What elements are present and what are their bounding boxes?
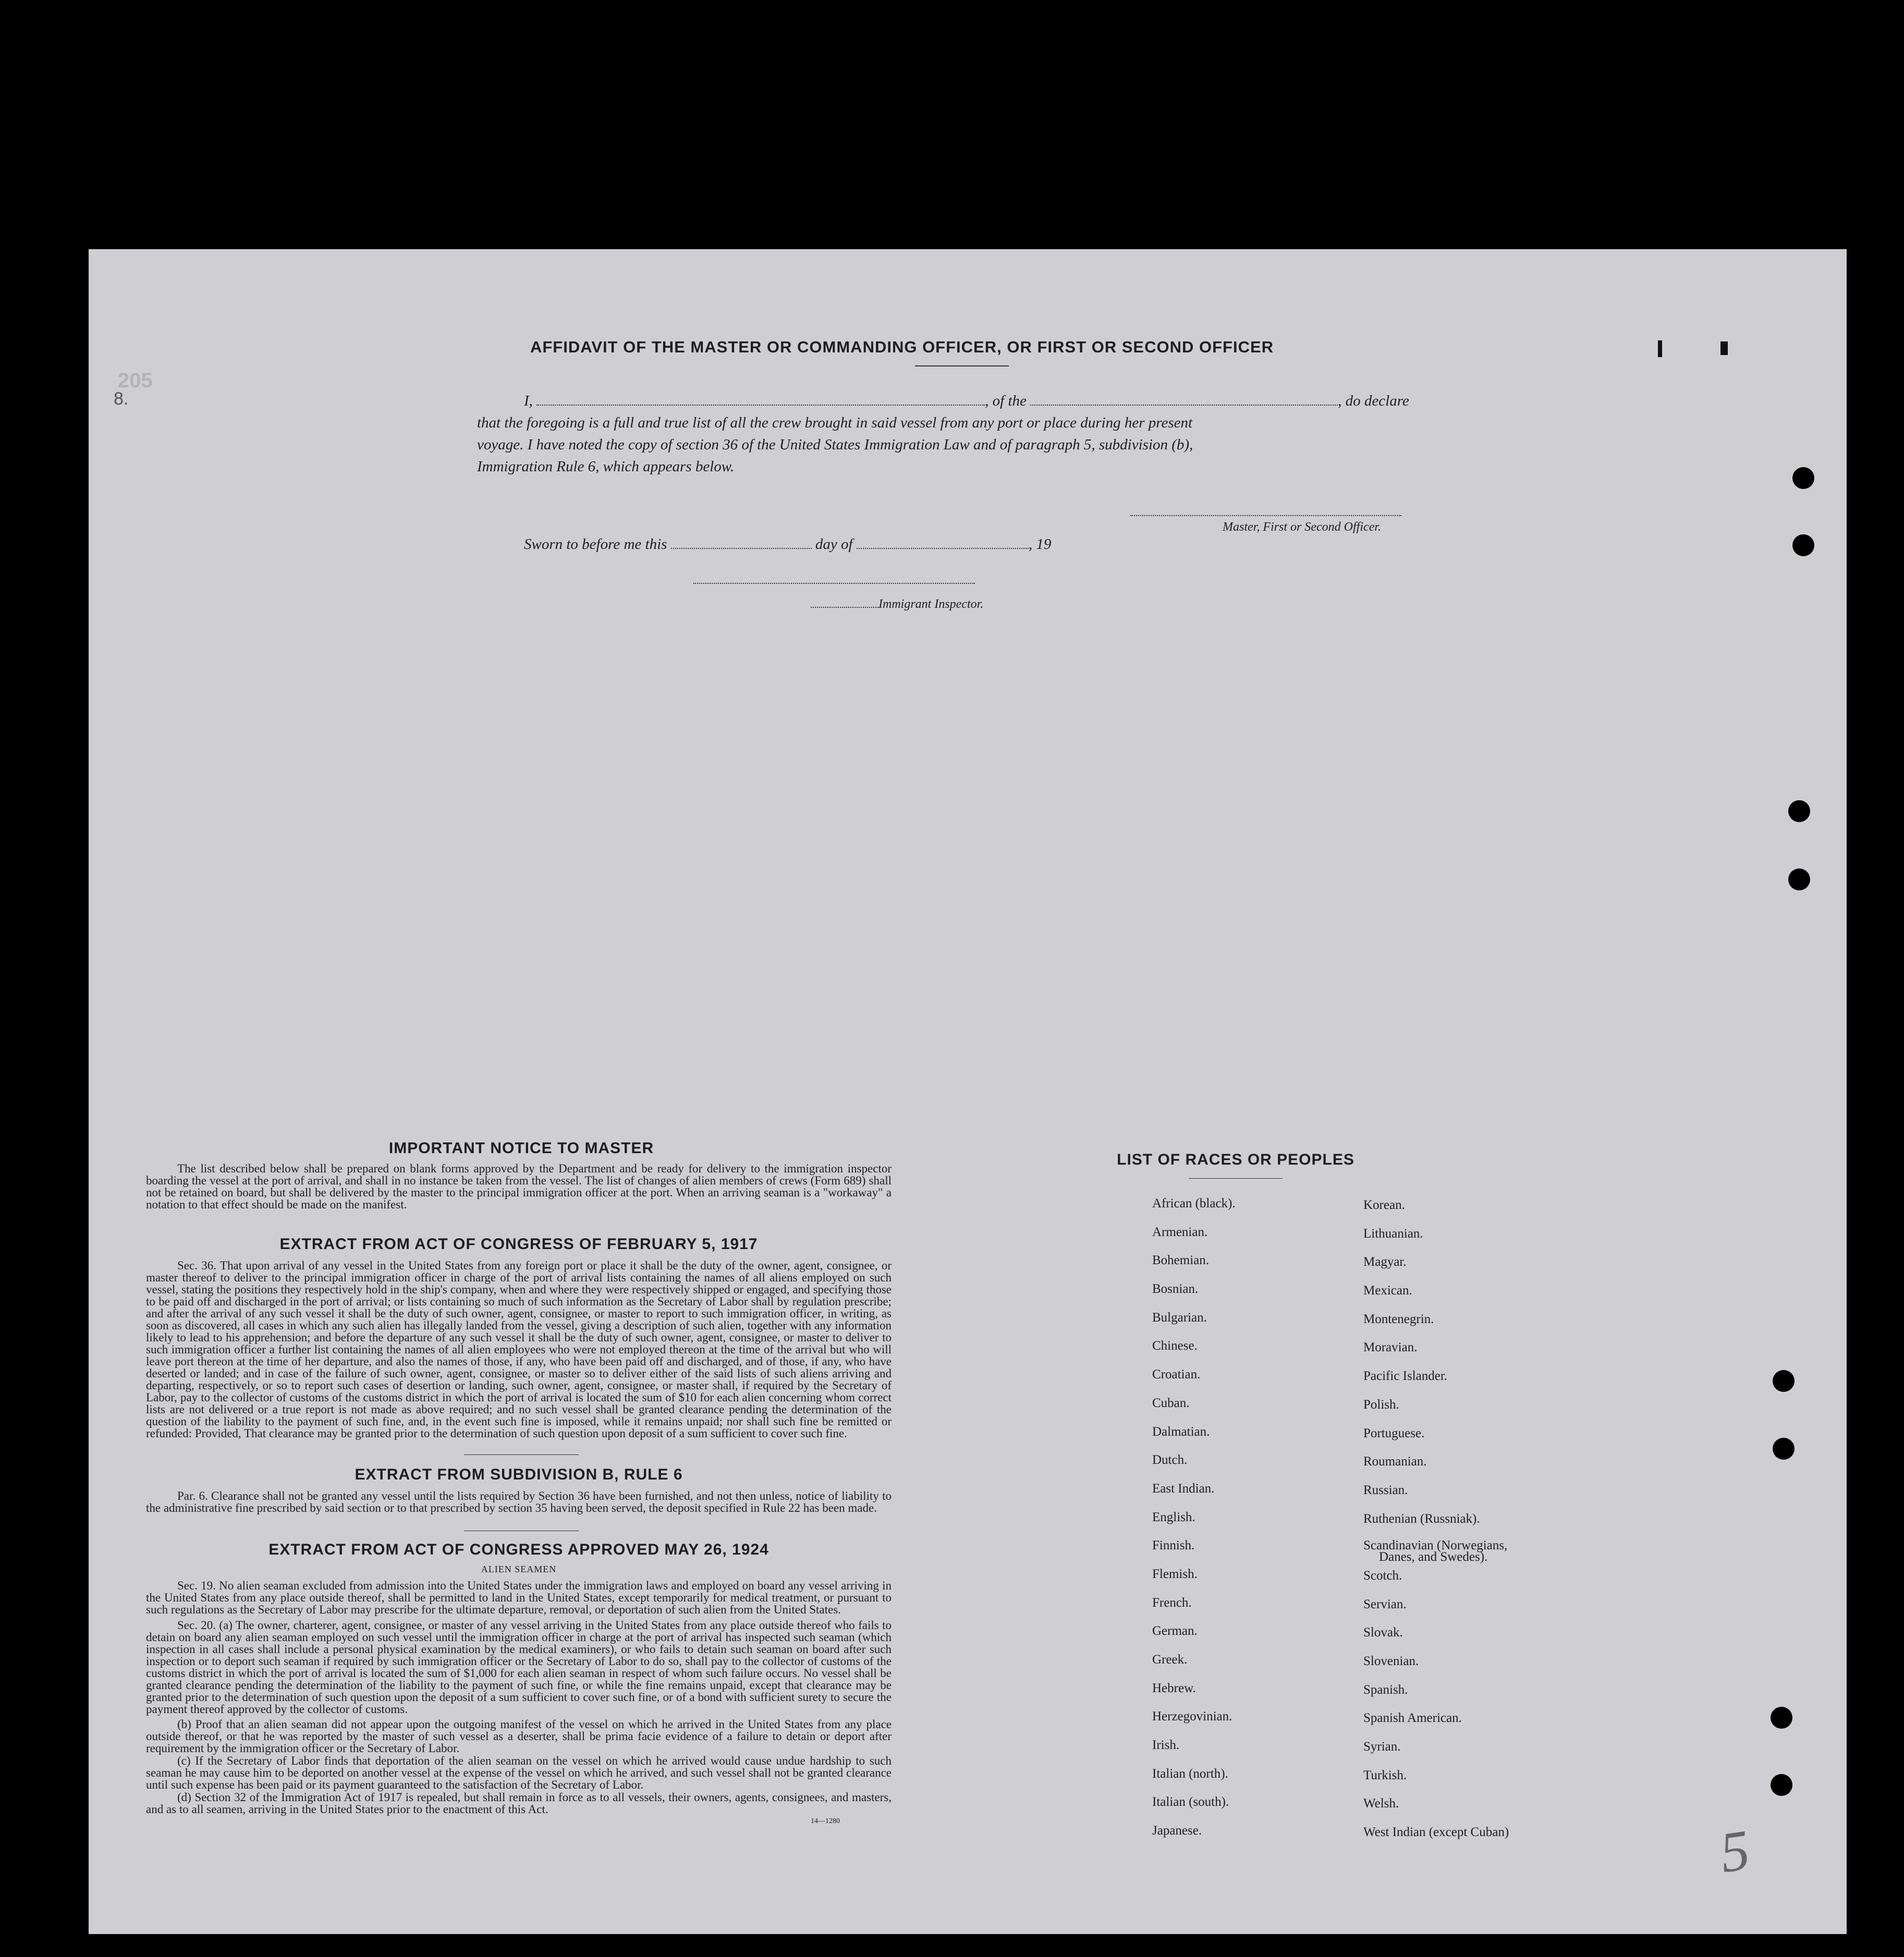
- extract-1924-title: EXTRACT FROM ACT OF CONGRESS APPROVED MAY 26, 1924: [268, 1541, 769, 1558]
- notice-body: The list described below shall be prepared on blank forms approved by the Department and be ready for delivery to the immigration inspector boarding the vessel at the port of arrival, and shall in no instance be taken from the vessel. The list of changes of alien members of crews (Form 689) shall not be retained on board, but shall be delivered by the master to the principal immigration officer at the port. When an arriving seaman is a "workaway" a notation to that effect should be made on the manifest.: [146, 1162, 892, 1211]
- race-item: African (black).: [1152, 1196, 1236, 1210]
- race-item: Bulgarian.: [1152, 1310, 1207, 1325]
- race-item: Servian.: [1363, 1597, 1407, 1611]
- inspector-label: Immigrant Inspector.: [811, 597, 983, 611]
- punch-hole: [1773, 1438, 1795, 1460]
- race-item: Italian (north).: [1152, 1766, 1228, 1781]
- race-item: Greek.: [1152, 1653, 1188, 1667]
- race-item: Cuban.: [1152, 1396, 1190, 1410]
- race-item: Irish.: [1152, 1738, 1180, 1753]
- race-item: Roumanian.: [1363, 1454, 1427, 1469]
- punch-hole: [1773, 1370, 1795, 1392]
- punch-hole: [1788, 800, 1810, 822]
- race-item: Magyar.: [1363, 1255, 1407, 1269]
- punch-hole: [1792, 534, 1814, 556]
- race-item: Russian.: [1363, 1483, 1408, 1497]
- page-stamp: 205: [118, 369, 153, 392]
- race-item: German.: [1152, 1624, 1198, 1638]
- race-item: Japanese.: [1152, 1824, 1202, 1838]
- race-item: Welsh.: [1363, 1796, 1399, 1811]
- section-divider-1: [464, 1454, 579, 1455]
- race-item: English.: [1152, 1510, 1195, 1524]
- manifest-page: [89, 249, 1847, 1934]
- sec20d-body: (d) Section 32 of the Immigration Act of 1917 is repealed, but shall remain in force as to all vessels, their owners, agents, consignees, and masters, and as to all seamen, arriving in the United States prior to the enactment of this Act.: [146, 1791, 892, 1816]
- notice-title: IMPORTANT NOTICE TO MASTER: [388, 1140, 654, 1157]
- rule6-title: EXTRACT FROM SUBDIVISION B, RULE 6: [355, 1466, 683, 1483]
- race-item: Slovak.: [1363, 1625, 1403, 1640]
- race-item: Chinese.: [1152, 1339, 1198, 1353]
- races-column-2: [1363, 1198, 1603, 1854]
- race-item: Mexican.: [1363, 1283, 1412, 1298]
- race-item: Polish.: [1363, 1397, 1399, 1412]
- race-item: Bosnian.: [1152, 1282, 1199, 1296]
- race-item: Moravian.: [1363, 1340, 1418, 1355]
- punch-hole: [1788, 869, 1810, 890]
- alien-seamen-subtitle: ALIEN SEAMEN: [481, 1564, 557, 1574]
- races-column-1: [1152, 1196, 1350, 1852]
- master-signature-line[interactable]: [1130, 515, 1401, 516]
- name-blank[interactable]: [536, 405, 985, 406]
- race-item: Scandinavian (Norwegians, Danes, and Swedes).: [1363, 1538, 1508, 1564]
- race-item: Spanish.: [1363, 1682, 1408, 1697]
- race-item: Pacific Islander.: [1363, 1369, 1448, 1384]
- race-item: Scotch.: [1363, 1568, 1402, 1583]
- declaration-line-3: voyage. I have noted the copy of section 36 of the United States Immigration Law and of paragraph 5, subdivision (b),: [477, 436, 1193, 453]
- race-item: Korean.: [1363, 1198, 1405, 1212]
- declaration-line-2: that the foregoing is a full and true list of all the crew brought in said vessel from any port or place during her present: [477, 414, 1193, 431]
- race-item: Croatian.: [1152, 1367, 1201, 1382]
- sworn-line: Sworn to before me this day of , 19: [524, 536, 1052, 553]
- race-item: Hebrew.: [1152, 1681, 1196, 1695]
- declaration-line-4: Immigration Rule 6, which appears below.: [477, 458, 735, 475]
- race-item: Montenegrin.: [1363, 1312, 1434, 1326]
- races-title: LIST OF RACES OR PEOPLES: [1117, 1151, 1354, 1168]
- race-item: Slovenian.: [1363, 1654, 1419, 1668]
- sec20c-body: (c) If the Secretary of Labor finds that deportation of the alien seaman on the vessel on which he arrived would cause undue hardship to such seaman he may cause him to be deported on another vessel at the expense of the vessel on which he arrived, and such vessel shall not be granted clearance until such expense has been paid or its payment guaranteed to the satisfaction of the Secretary of Labor.: [146, 1754, 892, 1791]
- punch-hole: [1771, 1707, 1792, 1729]
- sec19-body: Sec. 19. No alien seaman excluded from admission into the United States under the immigration laws and employed on board any vessel arriving in the United States from any place outside thereof, shall be permitted to land in the United States, except temporarily for medical treatment, or pursuant to such regulations as the Secretary of Labor may prescribe for the ultimate departure, removal, or deportation of such alien from the United States.: [146, 1579, 892, 1616]
- affidavit-title: AFFIDAVIT OF THE MASTER OR COMMANDING OFFICER, OR FIRST OR SECOND OFFICER: [530, 338, 1274, 356]
- form-number: 14—1280: [811, 1817, 840, 1825]
- race-item: East Indian.: [1152, 1481, 1215, 1496]
- race-item: Bohemian.: [1152, 1253, 1210, 1268]
- extract-1917-title: EXTRACT FROM ACT OF CONGRESS OF FEBRUARY 5, 1917: [279, 1236, 758, 1253]
- race-item: Syrian.: [1363, 1740, 1401, 1754]
- master-signature-label: Master, First or Second Officer.: [1223, 520, 1381, 534]
- race-item: Ruthenian (Russniak).: [1363, 1511, 1480, 1526]
- title-divider: [915, 365, 1009, 366]
- ink-mark: [1658, 340, 1662, 357]
- rule6-body: Par. 6. Clearance shall not be granted any vessel until the lists required by Section 36 have been furnished, and not then unless, notice of liability to the administrative fine prescribed by said section or to that prescribed by section 35 having been served, the deposit specified in Rule 22 has been made.: [146, 1489, 892, 1514]
- sec20a-body: Sec. 20. (a) The owner, charterer, agent, consignee, or master of any vessel arriving in the United States from any place outside thereof who fails to detain on board any alien seaman employed on such vessel until the immigration officer in charge at the port of arrival has inspected such seaman (which inspection in all cases shall include a personal physical examination by the medical examiners), or who fails to detain such seaman on board after such inspection or to deport such seaman if required by such immigration officer or the Secretary of Labor to do so, shall pay to the collector of customs of the customs district in which the port of arrival is located the sum of $1,000 for each alien seaman in respect of whom such failure occurs. No vessel shall be granted clearance pending the determination of the liability to the payment of such fine, or while the fine remains unpaid, except that clearance may be granted prior to the determination of such question upon the deposit of a sum sufficient to cover such fine, or of a bond with sufficient surety to secure the payment thereof approved by the collector of customs.: [146, 1619, 892, 1716]
- race-item: West Indian (except Cuban): [1363, 1825, 1509, 1840]
- inspector-signature-line[interactable]: [693, 583, 975, 584]
- sworn-day-blank[interactable]: [671, 548, 812, 549]
- handwritten-mark: 5: [1716, 1817, 1754, 1885]
- race-item: Turkish.: [1363, 1768, 1407, 1782]
- race-item: Portuguese.: [1363, 1426, 1425, 1440]
- ink-mark: [1720, 341, 1728, 355]
- vessel-blank[interactable]: [1030, 405, 1338, 406]
- race-item: Lithuanian.: [1363, 1226, 1423, 1241]
- sec20b-body: (b) Proof that an alien seaman did not appear upon the outgoing manifest of the vessel on which he arrived in the United States from any place outside thereof, or that he was reported by the master of such vessel as a deserter, shall be prima facie evidence of a failure to detain or deport after requirement by the immigration officer or the Secretary of Labor.: [146, 1718, 892, 1755]
- sworn-month-blank[interactable]: [857, 548, 1029, 549]
- race-item: Dutch.: [1152, 1453, 1188, 1467]
- margin-note: 8.: [114, 389, 129, 409]
- races-title-divider: [1189, 1178, 1283, 1179]
- punch-hole: [1771, 1774, 1792, 1796]
- extract-1917-body: Sec. 36. That upon arrival of any vessel in the United States from any foreign port or place it shall be the duty of the owner, agent, consignee, or master thereof to deliver to the principal immigration officer in charge of the port of arrival lists containing the names of all aliens employed on such vessel, stating the positions they respectively hold in the ship's company, when and where they were respectively shipped or engaged, and specifying those to be paid off and discharged in the port of arrival; or lists containing so much of such information as the Secretary of Labor shall by regulation prescribe; and after the arrival of any such vessel it shall be the duty of such owner, agent, consignee, or master to report to such immigration officer, in writing, as soon as discovered, all cases in which any such alien has illegally landed from the vessel, giving a description of such alien, together with any information likely to lead to his apprehension; and before the departure of any such vessel it shall be the duty of such owner, agent, consignee, or master to deliver to such immigration officer a further list containing the names of all alien employees who were not employed thereon at the time of the arrival but who will leave port thereon at the time of her departure, and also the names of those, if any, who have been paid off and discharged, and of those, if any, who have deserted or landed; and in case of the failure of such owner, agent, consignee, or master so to deliver either of the said lists of such aliens arriving and departing, respectively, or so to report such cases of desertion or landing, such owner, agent, consignee, or master shall, if required by the Secretary of Labor, pay to the collector of customs of the customs district in which the port of arrival is located the sum of $10 for each alien concerning whom correct lists are not delivered or a true report is not made as above required; and no such vessel shall be granted clearance pending the determination of the question of the liability to the payment of such fine, and, in the event such fine is imposed, while it remains unpaid; nor shall such fine be remitted or refunded: Provided, That clearance may be granted prior to the determination of such question upon deposit of a sum sufficient to cover such fine.: [146, 1259, 892, 1440]
- race-item: Herzegovinian.: [1152, 1709, 1232, 1724]
- race-item: Finnish.: [1152, 1538, 1195, 1553]
- race-item: Spanish American.: [1363, 1711, 1462, 1726]
- race-item: French.: [1152, 1595, 1192, 1610]
- race-item: Armenian.: [1152, 1225, 1208, 1239]
- race-item: Dalmatian.: [1152, 1424, 1210, 1439]
- declaration-line-1: I, , of the , do declare: [524, 393, 1409, 409]
- race-item: Italian (south).: [1152, 1795, 1229, 1809]
- race-item: Flemish.: [1152, 1567, 1198, 1581]
- punch-hole: [1792, 467, 1814, 489]
